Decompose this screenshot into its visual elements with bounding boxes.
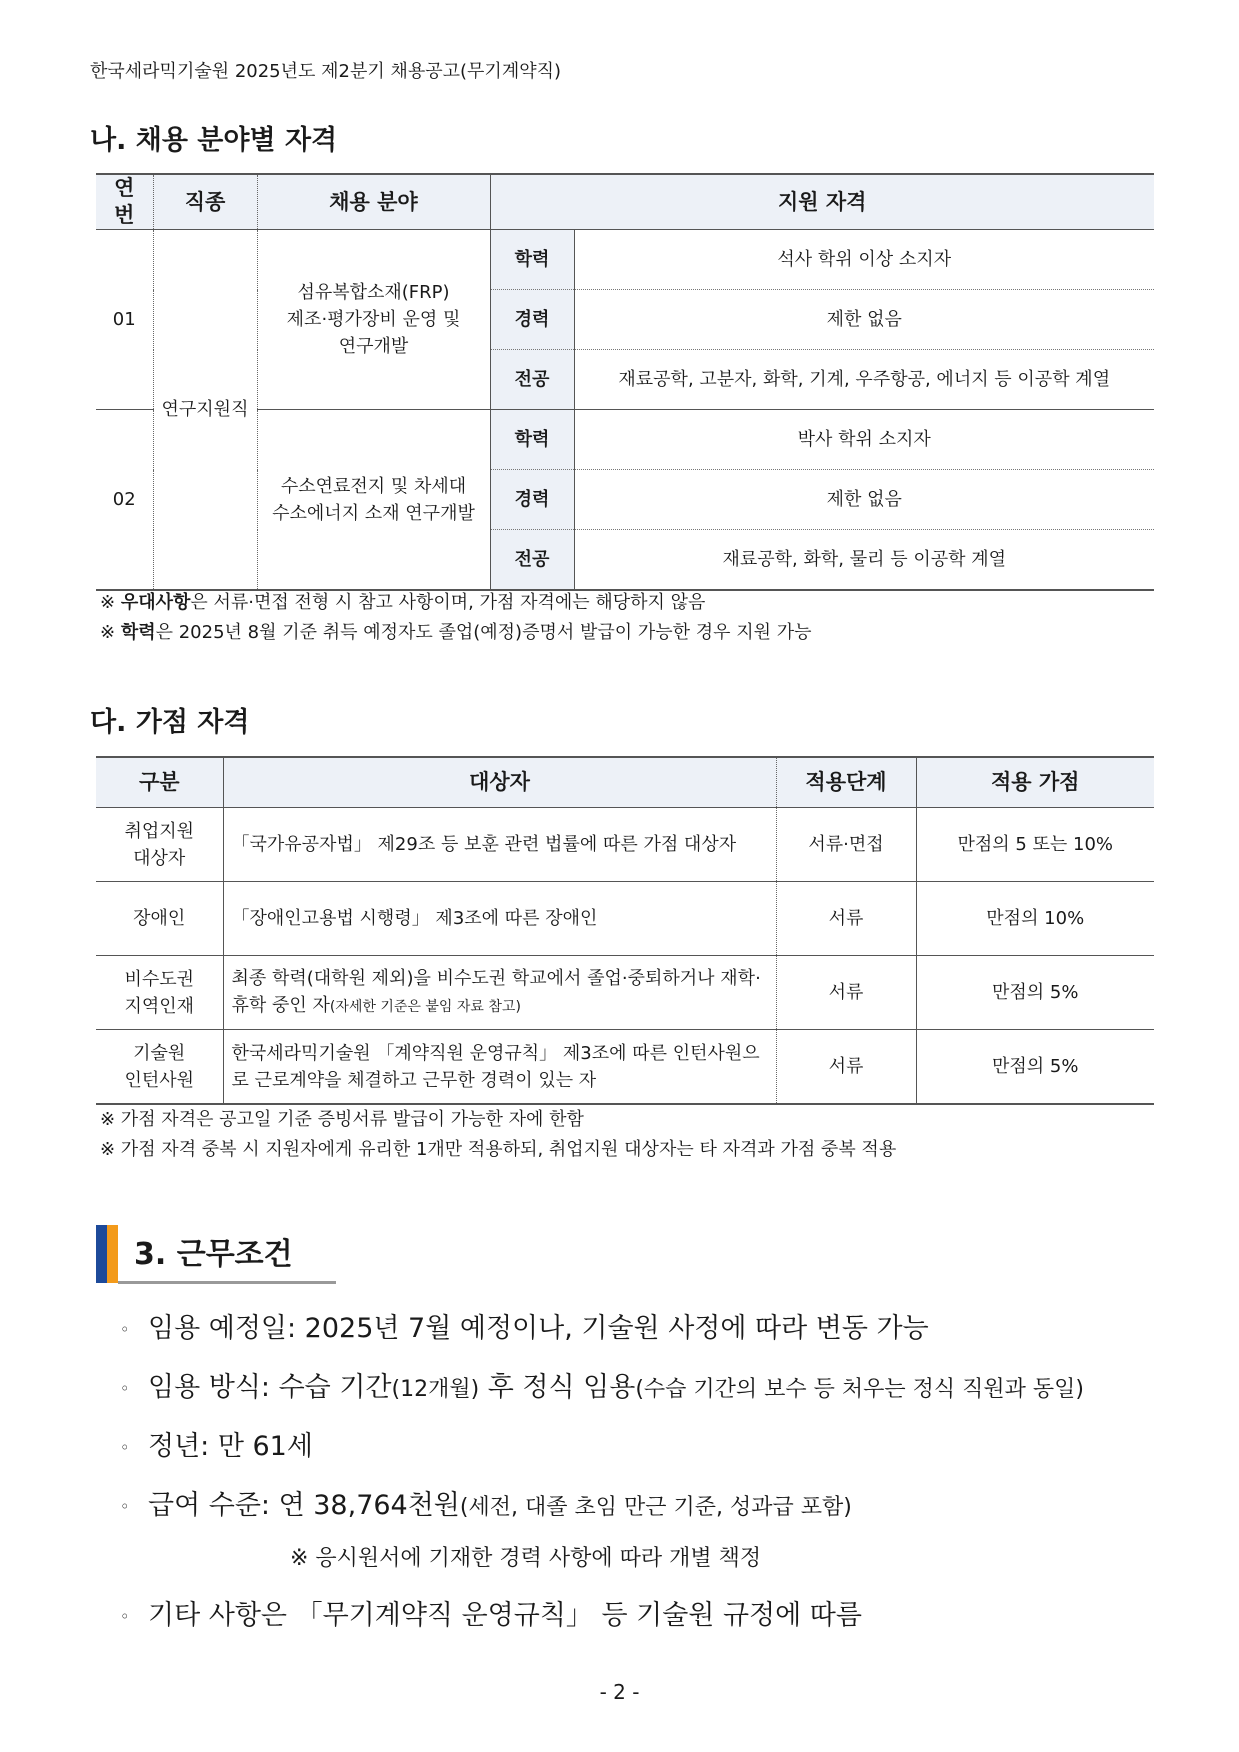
section-title-conditions: 3. 근무조건 [134,1237,293,1272]
field-line: 섬유복합소재(FRP) [297,282,450,303]
target-text: 최종 학력(대학원 제외)을 비수도권 학교에서 졸업·중퇴하거나 재학·휴학 중인 자 [231,967,761,1016]
field-line: 수소에너지 소재 연구개발 [272,502,475,524]
item-text: 급여 수준: 연 38,764천원 [148,1490,460,1521]
qual-value: 제한 없음 [574,290,1154,350]
category-line: 장애인 [133,908,186,929]
item-small-text: (수습 기간의 보수 등 처우는 정식 직원과 동일) [635,1377,1084,1402]
header-category: 구분 [96,757,223,808]
page-header: 한국세라믹기술원 2025년도 제2분기 채용공고(무기계약직) [90,61,562,82]
salary-subnote: ※ 응시원서에 기재한 경력 사항에 따라 개별 책정 [290,1546,762,1571]
category-line: 비수도권 [124,968,195,990]
category-line: 취업지원 [124,820,195,842]
target-cell: 「국가유공자법」 제29조 등 보훈 관련 법률에 따른 가점 대상자 [223,808,776,882]
qual-label: 경력 [490,290,574,350]
target-cell: 한국세라믹기술원 「계약직원 운영규칙」 제3조에 따른 인턴사원으로 근로계약을 체결하고 근무한 경력이 있는 자 [223,1030,776,1105]
job-type-cell: 연구지원직 [153,230,257,591]
section-title-qualifications: 나. 채용 분야별 자격 [90,125,338,156]
stage-cell: 서류 [776,882,916,956]
section-bar-blue [96,1225,107,1283]
note-bonus-1: ※ 가점 자격은 공고일 기준 증빙서류 발급이 가능한 자에 한함 [100,1109,584,1130]
category-line: 인턴사원 [124,1069,195,1091]
table-row [96,1030,1154,1105]
target-cell [223,956,776,1030]
list-item [120,1306,929,1345]
bullet-icon: ◦ [120,1379,130,1398]
note-preference [100,588,705,614]
item-text: 정년: 만 61세 [148,1431,313,1462]
header-no: 연번 [96,174,153,230]
note-bold: 우대사항 [120,592,191,613]
category-line: 기술원 [133,1042,186,1064]
page-number: - 2 - [599,1680,640,1704]
row-01-no: 01 [96,230,153,410]
note-education [100,618,812,644]
header-field: 채용 분야 [257,174,490,230]
item-small-text: (세전, 대졸 초임 만근 기준, 성과급 포함) [459,1495,852,1520]
bonus-table [96,756,1154,1105]
category-line: 대상자 [133,847,186,869]
category-cell [96,1030,223,1105]
category-line: 지역인재 [124,995,195,1017]
stage-cell: 서류·면접 [776,808,916,882]
list-item [120,1483,852,1522]
points-cell: 만점의 5 또는 10% [916,808,1154,882]
field-line: 연구개발 [338,336,409,357]
section-underline [118,1281,336,1284]
item-text: 후 정식 임용 [479,1372,636,1403]
bullet-icon: ◦ [120,1320,130,1339]
bullet-icon: ◦ [120,1438,130,1457]
item-small-text: (12개월) [391,1377,480,1402]
table-row [96,808,1154,882]
row-02-no: 02 [96,410,153,591]
category-cell [96,956,223,1030]
header-stage: 적용단계 [776,757,916,808]
table-row [96,882,1154,956]
note-text: 은 서류·면접 전형 시 참고 사항이며, 가점 자격에는 해당하지 않음 [190,592,706,613]
points-cell: 만점의 10% [916,882,1154,956]
note-bold: 학력 [120,622,156,643]
target-small-text: (자세한 기준은 붙임 자료 참고) [329,998,521,1015]
header-job-type: 직종 [153,174,257,230]
field-line: 제조·평가장비 운영 및 [286,309,461,330]
header-points: 적용 가점 [916,757,1154,808]
item-text: 임용 방식: 수습 기간 [148,1372,392,1403]
list-item [120,1365,1084,1404]
qual-label: 학력 [490,230,574,290]
qual-value: 재료공학, 화학, 물리 등 이공학 계열 [722,549,1006,570]
list-item [120,1424,313,1463]
qual-label: 학력 [490,410,574,470]
section-bar-orange [107,1225,118,1283]
note-bonus-2: ※ 가점 자격 중복 시 지원자에게 유리한 1개만 적용하되, 취업지원 대상자는 타 자격과 가점 중복 적용 [100,1139,897,1160]
bullet-icon: ◦ [120,1607,130,1626]
table-row [96,956,1154,1030]
row-02-field [257,410,490,591]
qual-label: 전공 [490,530,574,591]
qual-value: 석사 학위 이상 소지자 [574,230,1154,290]
category-cell [96,882,223,956]
stage-cell: 서류 [776,956,916,1030]
stage-cell: 서류 [776,1030,916,1105]
list-item [120,1593,862,1632]
note-mark: ※ [100,592,116,613]
qual-value: 제한 없음 [574,470,1154,530]
item-text: 기타 사항은 「무기계약직 운영규칙」 등 기술원 규정에 따름 [148,1600,862,1631]
points-cell: 만점의 5% [916,956,1154,1030]
qual-label: 전공 [490,350,574,410]
note-mark: ※ [100,622,116,643]
item-text: 임용 예정일: 2025년 7월 예정이나, 기술원 사정에 따라 변동 가능 [148,1313,929,1344]
qual-value: 재료공학, 고분자, 화학, 기계, 우주항공, 에너지 등 이공학 계열 [574,350,1154,410]
qualification-table [96,173,1154,591]
target-cell: 「장애인고용법 시행령」 제3조에 따른 장애인 [223,882,776,956]
qual-value: 박사 학위 소지자 [574,410,1154,470]
section-title-bonus: 다. 가점 자격 [90,707,250,738]
qual-label: 경력 [490,470,574,530]
category-cell [96,808,223,882]
field-line: 수소연료전지 및 차세대 [280,475,467,497]
header-qualification: 지원 자격 [490,174,1154,230]
bullet-icon: ◦ [120,1497,130,1516]
row-01-field [257,230,490,410]
note-text: 은 2025년 8월 기준 취득 예정자도 졸업(예정)증명서 발급이 가능한 경우 지원 가능 [155,622,812,643]
points-cell: 만점의 5% [992,1056,1079,1077]
header-target: 대상자 [223,757,776,808]
